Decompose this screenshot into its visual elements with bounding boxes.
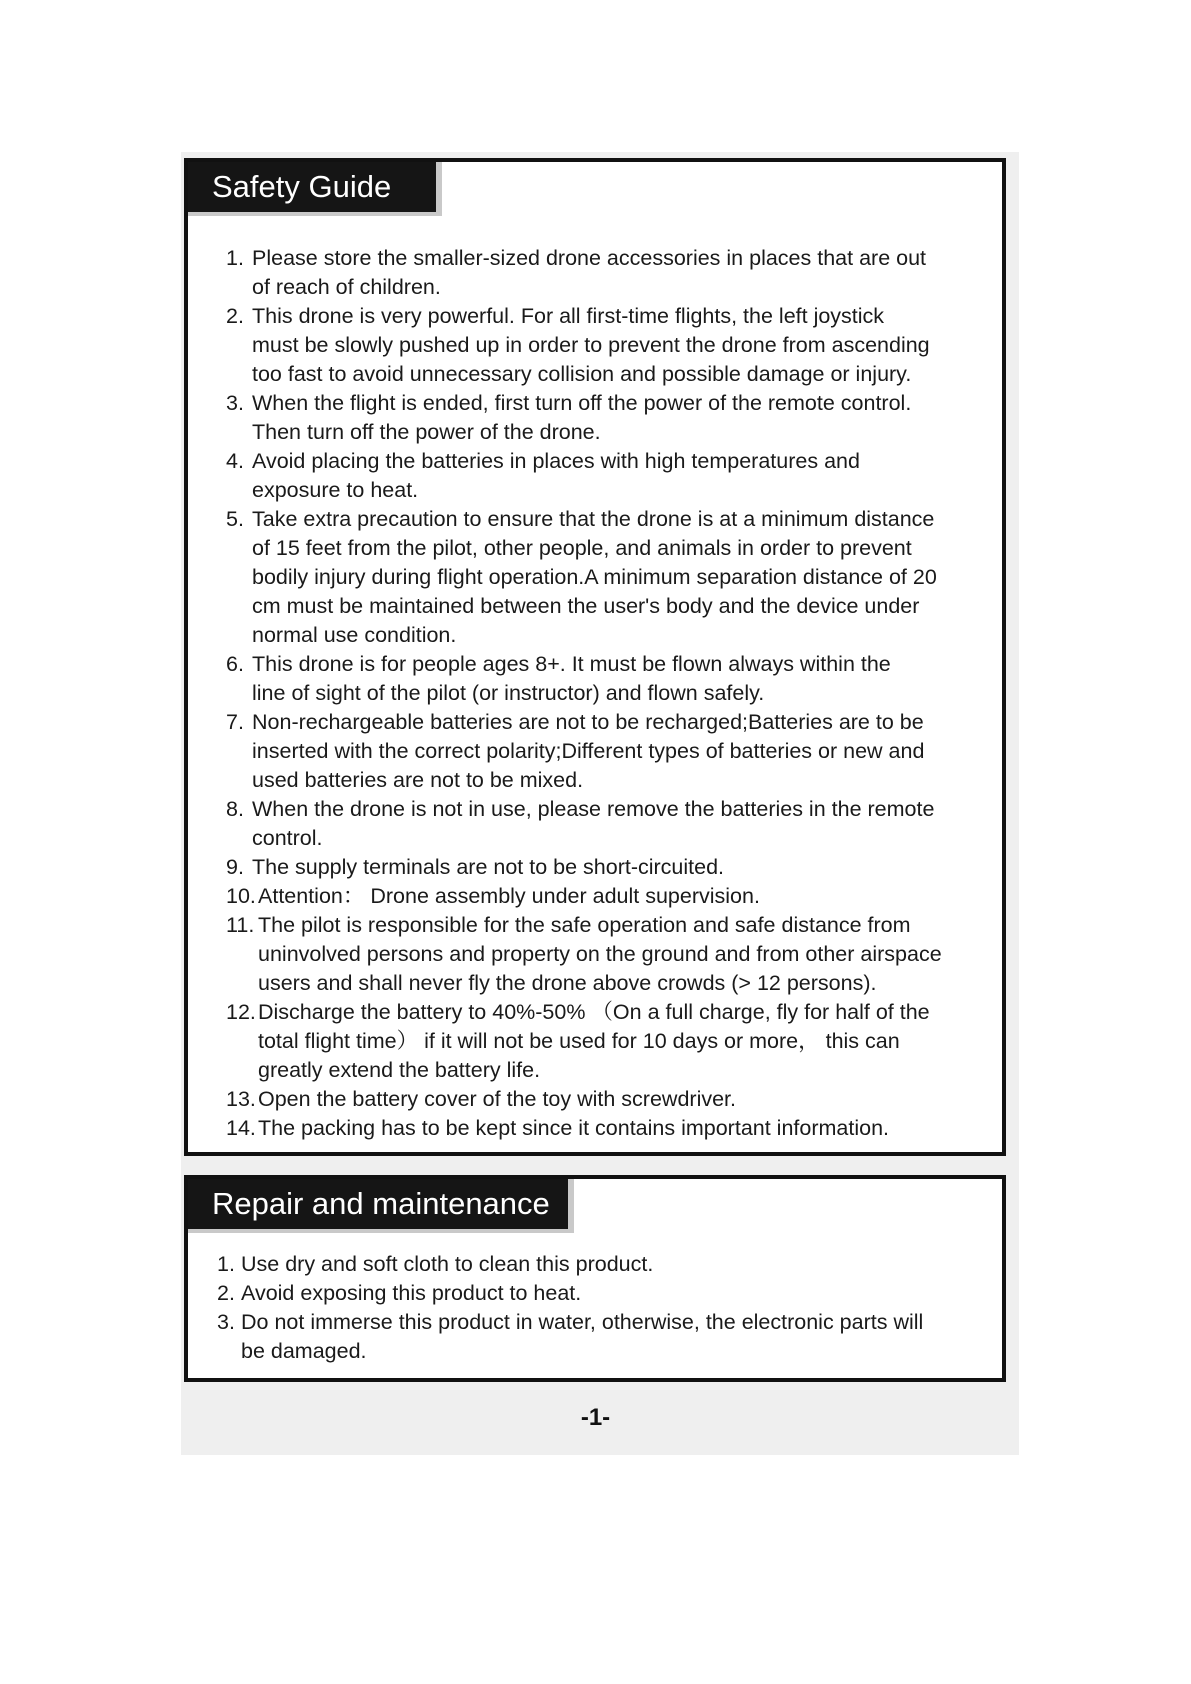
item-text: Non-rechargeable batteries are not to be recharged;Batteries are to be inserted with the correct polarity;Different types of batteries or new and used batteries are not to be mixed. [252,710,925,792]
repair-maintenance-list [217,1250,987,1366]
item-text: Discharge the battery to 40%-50% （On a full charge, fly for half of the total flight time） if it will not be used for 10 days or more， this can greatly extend the battery life. [258,1000,930,1082]
item-text: The packing has to be kept since it contains important information. [258,1116,890,1140]
list-item [226,795,986,853]
item-number: 2. [217,1281,235,1305]
item-number: 9. [226,855,244,879]
item-text: Attention： Drone assembly under adult supervision. [258,884,760,908]
item-text: Take extra precaution to ensure that the drone is at a minimum distance of 15 feet from the pilot, other people, and animals in order to prevent bodily injury during flight operation.A minimum separation distance of 20 cm must be maintained between the user's body and the device under normal use condition. [252,507,937,647]
item-text: Use dry and soft cloth to clean this product. [241,1252,654,1276]
list-item [226,389,986,447]
list-item [217,1308,987,1366]
list-item [226,853,986,882]
item-text: The pilot is responsible for the safe operation and safe distance from uninvolved persons and property on the ground and from other airspace users and shall never fly the drone above crowds (> 12 persons). [258,913,942,995]
item-number: 6. [226,652,244,676]
item-text: Do not immerse this product in water, otherwise, the electronic parts will be damaged. [241,1310,924,1363]
repair-maintenance-section [184,1175,1006,1382]
list-item [226,911,986,998]
item-number: 5. [226,507,244,531]
safety-guide-section [184,158,1006,1156]
list-item [226,882,986,911]
list-item [226,447,986,505]
item-number: 1. [226,246,244,270]
item-number: 10. [226,884,256,908]
item-text: Avoid exposing this product to heat. [241,1281,582,1305]
safety-guide-title: Safety Guide [188,162,436,212]
item-number: 11. [226,913,255,937]
item-text: The supply terminals are not to be short-circuited. [252,855,725,879]
list-item [226,1114,986,1143]
repair-maintenance-title: Repair and maintenance [188,1179,568,1229]
item-text: When the flight is ended, first turn off the power of the remote control. Then turn off the power of the drone. [252,391,912,444]
list-item [226,1085,986,1114]
item-number: 3. [226,391,244,415]
item-number: 4. [226,449,244,473]
page-number: -1- [580,1404,611,1431]
item-number: 2. [226,304,244,328]
item-number: 1. [217,1252,235,1276]
item-number: 8. [226,797,244,821]
item-text: When the drone is not in use, please remove the batteries in the remote control. [252,797,935,850]
item-number: 14. [226,1116,256,1140]
item-text: Open the battery cover of the toy with screwdriver. [258,1087,736,1111]
list-item [226,708,986,795]
item-text: This drone is for people ages 8+. It must be flown always within the line of sight of the pilot (or instructor) and flown safely. [252,652,891,705]
list-item [226,650,986,708]
item-number: 12. [226,1000,256,1024]
item-number: 13. [226,1087,256,1111]
item-number: 7. [226,710,244,734]
list-item [217,1250,987,1279]
safety-guide-list [226,244,986,1143]
list-item [226,302,986,389]
item-text: Avoid placing the batteries in places with high temperatures and exposure to heat. [252,449,860,502]
list-item [217,1279,987,1308]
item-number: 3. [217,1310,235,1334]
list-item [226,505,986,650]
item-text: Please store the smaller-sized drone accessories in places that are out of reach of children. [252,246,927,299]
item-text: This drone is very powerful. For all first-time flights, the left joystick must be slowly pushed up in order to prevent the drone from ascending too fast to avoid unnecessary collision and possible damage or injury. [252,304,930,386]
list-item [226,244,986,302]
list-item [226,998,986,1085]
